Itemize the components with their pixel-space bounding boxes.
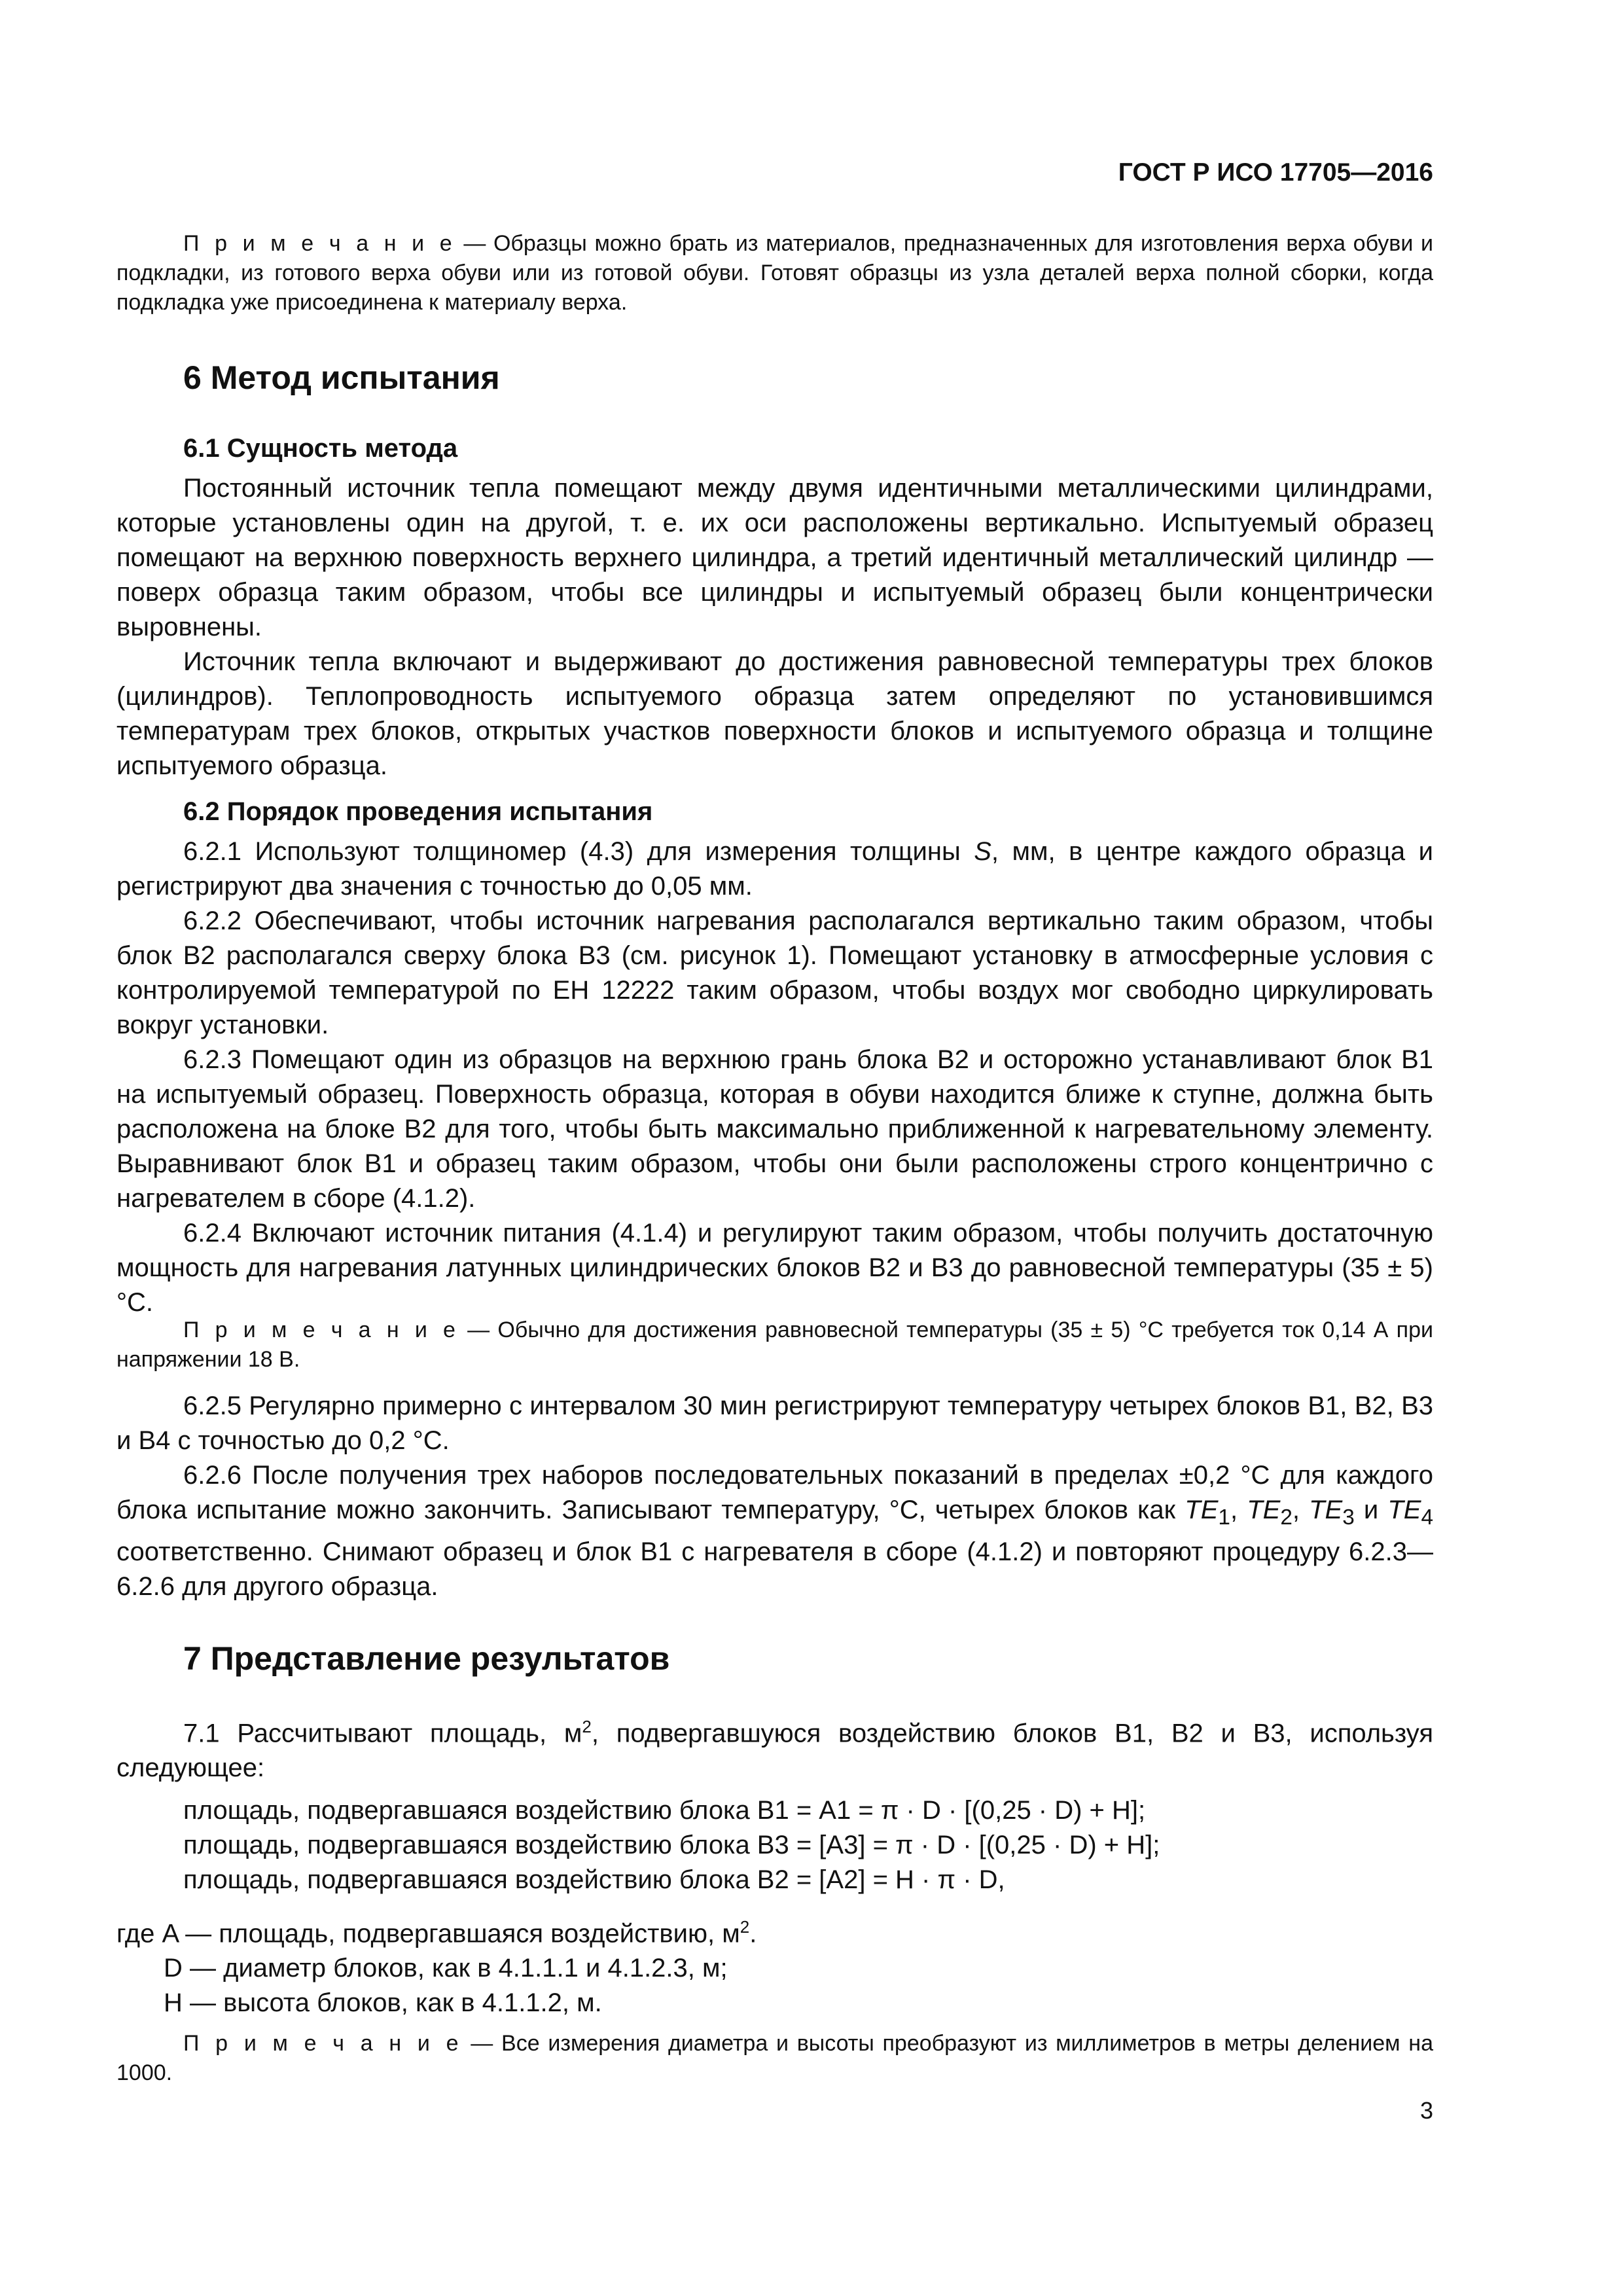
subsection-6-1-title: 6.1 Сущность метода bbox=[183, 434, 458, 463]
note-text: — Обычно для достижения равновесной температуры (35 ± 5) °С требуется ток 0,14 А при напряжении 18 В. bbox=[116, 1318, 1433, 1372]
note-top bbox=[116, 229, 1433, 317]
paragraph-7-1: 7.1 Рассчитывают площадь, $м^2$, подвергавшуюся воздействию блоков В1, В2 и В3, используя следующее: bbox=[116, 1717, 1433, 1783]
note-label: П р и м е ч а н и е bbox=[183, 231, 456, 256]
section-6-2-text-2 bbox=[116, 1389, 1433, 1604]
section-7-title: 7 Представление результатов bbox=[183, 1640, 670, 1677]
formula-b3: площадь, подвергавшаяся воздействию блока В3 = [A3] = π · D · [(0,25 · D) + H]; bbox=[183, 1831, 1160, 1859]
standard-header: ГОСТ Р ИСО 17705—2016 bbox=[1118, 158, 1433, 187]
note-6-2-4 bbox=[116, 1316, 1433, 1374]
paragraph-6-2-2: 6.2.2 Обеспечивают, чтобы источник нагревания располагался вертикально таким образом, чтобы блок В2 располагался сверху блока В3 (см. рисунок 1). Помещают установку в атмосферные условия с контролируемой температурой по ЕН 12222 таким образом, чтобы воздух мог свободно циркулировать вокруг установки. bbox=[116, 906, 1433, 1039]
page-number: 3 bbox=[1419, 2097, 1433, 2124]
section-6-1 bbox=[116, 434, 1433, 463]
paragraph-6-1-2: Источник тепла включают и выдерживают до достижения равновесной температуры трех блоков (цилиндров). Теплопроводность испытуемого образца затем определяют по установившимся температурам трех блоков, открытых участков поверхности блоков и испытуемого образца и толщине испытуемого образца. bbox=[116, 647, 1433, 780]
paragraph-6-1-1: Постоянный источник тепла помещают между двумя идентичными металлическими цилиндрами, которые установлены один на другой, т. е. их оси расположены вертикально. Испытуемый образец помещают на верхнюю поверхность верхнего цилиндра, а третий идентичный металлический цилиндр — поверх образца таким образом, чтобы все цилиндры и испытуемый образец были концентрически выровнены. bbox=[116, 474, 1433, 641]
section-6-heading-block bbox=[116, 359, 1433, 397]
section-6-1-text bbox=[116, 471, 1433, 783]
note-label: П р и м е ч а н и е bbox=[183, 2031, 463, 2056]
where-h: H — высота блоков, как в 4.1.1.2, м. bbox=[164, 1988, 602, 2018]
section-6-title: 6 Метод испытания bbox=[183, 359, 500, 396]
note-text: — Образцы можно брать из материалов, предназначенных для изготовления верха обуви и подкладки, из готового верха обуви или из готовой обуви. Готовят образцы из узла деталей верха полной сборки, когда подкладка уже присоединена к материалу верха. bbox=[116, 231, 1433, 315]
paragraph-6-2-4: 6.2.4 Включают источник питания (4.1.4) и регулируют таким образом, чтобы получить достаточную мощность для нагревания латунных цилиндрических блоков В2 и В3 до равновесной температуры (35 ± 5) °С. bbox=[116, 1219, 1433, 1317]
paragraph-6-2-3: 6.2.3 Помещают один из образцов на верхнюю грань блока В2 и осторожно устанавливают блок В1 на испытуемый образец. Поверхность образца, которая в обуви находится ближе к ступне, должна быть расположена на блоке В2 для того, чтобы быть максимально приближенной к нагревательному элементу. Выравнивают блок В1 и образец таким образом, чтобы они были расположены строго концентрично с нагревателем в сборе (4.1.2). bbox=[116, 1045, 1433, 1213]
note-7 bbox=[116, 2029, 1433, 2088]
section-6-2 bbox=[116, 797, 1433, 827]
paragraph-6-2-6: 6.2.6 После получения трех наборов последовательных показаний в пределах ±0,2 °С для каждого блока испытание можно закончить. Записывают температуру, °С, четырех блоков как $TE_1$, $TE_2$, $TE_3$ и $TE_4$ соответственно. Снимают образец и блок В1 с нагревателя в сборе (4.1.2) и повторяют процедуру 6.2.3—6.2.6 для другого образца. bbox=[116, 1461, 1434, 1601]
formula-b1: площадь, подвергавшаяся воздействию блока В1 = A1 = π · D · [(0,25 · D) + H]; bbox=[183, 1796, 1146, 1825]
section-6-2-text bbox=[116, 834, 1433, 1320]
formula-b2: площадь, подвергавшаяся воздействию блока В2 = [A2] = H · π · D, bbox=[183, 1865, 1005, 1894]
paragraph-6-2-1: 6.2.1 Используют толщиномер (4.3) для измерения толщины S, мм, в центре каждого образца и регистрируют два значения с точностью до 0,05 мм. bbox=[116, 837, 1434, 901]
note-text: — Все измерения диаметра и высоты преобразуют из миллиметров в метры делением на 1000. bbox=[116, 2031, 1433, 2085]
section-7-heading-block bbox=[116, 1640, 1433, 1677]
subsection-6-2-title: 6.2 Порядок проведения испытания bbox=[183, 797, 653, 826]
where-a: где A — площадь, подвергавшаяся воздействию, $м^2$. bbox=[116, 1917, 757, 1948]
paragraph-6-2-5: 6.2.5 Регулярно примерно с интервалом 30 мин регистрируют температуру четырех блоков В1, В2, В3 и В4 с точностью до 0,2 °С. bbox=[116, 1391, 1433, 1455]
legend bbox=[116, 1910, 1433, 2020]
note-label: П р и м е ч а н и е bbox=[183, 1318, 459, 1342]
where-d: D — диаметр блоков, как в 4.1.1.1 и 4.1.2.3, м; bbox=[164, 1954, 728, 1983]
formulas bbox=[116, 1793, 1433, 1897]
section-7-text bbox=[116, 1710, 1433, 1785]
